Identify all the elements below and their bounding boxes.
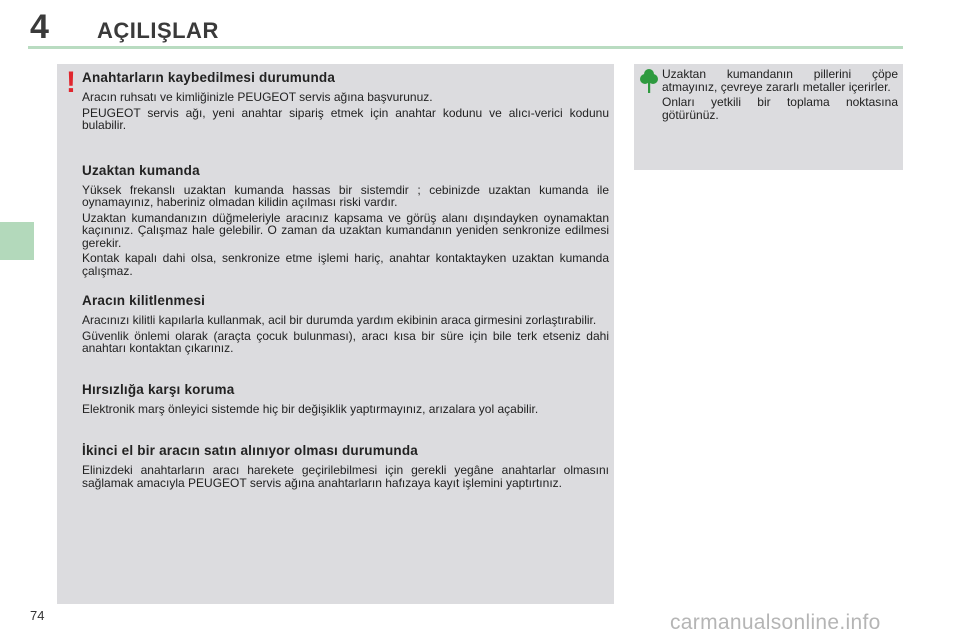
section-lost-keys: [82, 70, 609, 132]
chapter-title: AÇILIŞLAR: [97, 18, 219, 43]
section-remote-control: [82, 163, 609, 278]
paragraph: Yüksek frekanslı uzaktan kumanda hassas bir sistemdir ; cebinizde uzaktan kumanda ile oynamayınız, haberiniz olmadan kilidin açılması riski vardır.: [82, 182, 609, 209]
warning-content: [82, 70, 609, 492]
paragraph: Uzaktan kumandanızın düğmeleriyle aracınız kapsama ve görüş alanı dışındayken oynamaktan kaçınınız. Çalışmaz hale gelebilir. O zaman da uzaktan kumandanın yeniden senkronize edilmesi gerekir.: [82, 210, 609, 250]
paragraph: Aracınızı kilitli kapılarla kullanmak, acil bir durumda yardım ekibinin araca girmesini zorlaştırabilir.: [82, 313, 597, 327]
section-anti-theft: [82, 382, 609, 416]
eco-note-box: [634, 64, 903, 170]
section-title: İkinci el bir aracın satın alınıyor olması durumunda: [82, 443, 418, 458]
section-title: Uzaktan kumanda: [82, 162, 200, 178]
page-number: 74: [30, 608, 45, 623]
watermark: carmanualsonline.info: [670, 611, 881, 634]
warning-box: [57, 64, 614, 604]
warning-icon: !: [66, 66, 76, 99]
chapter-side-tab: [0, 222, 34, 260]
header-rule: [28, 46, 903, 49]
section-title: Hırsızlığa karşı koruma: [82, 381, 235, 397]
paragraph: Onları yetkili bir toplama noktasına götürünüz.: [662, 95, 898, 122]
paragraph: PEUGEOT servis ağı, yeni anahtar sipariş etmek için anahtar kodunu ve alıcı-verici kodunu bulabilir.: [82, 105, 609, 132]
paragraph: Aracın ruhsatı ve kimliğinizle PEUGEOT servis ağına başvurunuz.: [82, 90, 433, 104]
leaf-icon: [640, 68, 658, 94]
paragraph: Kontak kapalı dahi olsa, senkronize etme işlemi hariç, anahtar kontaktayken uzaktan kumanda çalışmaz.: [82, 251, 609, 278]
section-title: Aracın kilitlenmesi: [82, 293, 206, 308]
paragraph: Güvenlik önlemi olarak (araçta çocuk bulunması), aracı kısa bir süre için bile terk etseniz dahi anahtarı kontaktan çıkarınız.: [82, 328, 609, 355]
paragraph: Uzaktan kumandanın pillerini çöpe atmayınız, çevreye zararlı metaller içerirler.: [662, 67, 898, 94]
section-title: Anahtarların kaybedilmesi durumunda: [82, 70, 336, 85]
paragraph: Elektronik marş önleyici sistemde hiç bir değişiklik yaptırmayınız, arızalara yol açabilir.: [82, 401, 539, 416]
eco-note-content: [662, 68, 898, 124]
paragraph: Elinizdeki anahtarların aracı harekete geçirilebilmesi için gerekli yegâne anahtarlar olmasını sağlamak amacıyla PEUGEOT servis ağına anahtarların hafızaya kayıt işlemini yaptırtınız.: [82, 463, 609, 490]
section-used-vehicle: [82, 443, 609, 489]
section-vehicle-locking: [82, 293, 609, 355]
chapter-number: 4: [30, 8, 49, 46]
